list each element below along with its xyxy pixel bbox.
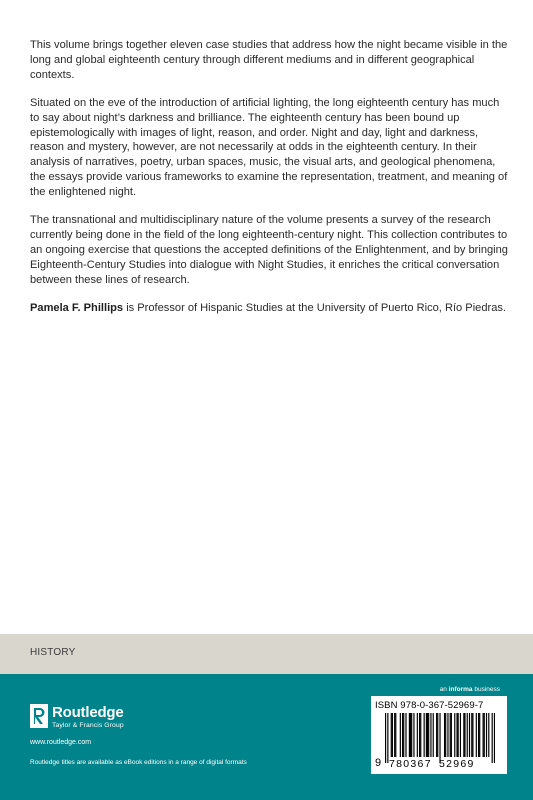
ebook-note: Routledge titles are available as eBook editions in a range of digital formats xyxy=(30,759,247,766)
barcode-digits-right: 52969 xyxy=(439,758,475,770)
publisher-subtitle: Taylor & Francis Group xyxy=(52,722,124,729)
isbn-number: ISBN 978-0-367-52969-7 xyxy=(375,700,484,711)
description-paragraph-1: This volume brings together eleven case studies that address how the night became visible in the long and global eighteenth century through different mediums and in different geographical contexts. xyxy=(30,39,508,81)
author-name: Pamela F. Phillips xyxy=(30,301,124,314)
barcode-digits-left: 780367 xyxy=(389,758,432,770)
subject-label: HISTORY xyxy=(30,647,76,658)
subject-band xyxy=(0,634,533,674)
informa-prefix: an xyxy=(439,686,449,693)
routledge-logo-icon xyxy=(30,704,48,728)
barcode-bars xyxy=(385,713,495,763)
author-bio xyxy=(30,301,508,316)
publisher-url[interactable]: www.routledge.com xyxy=(30,739,92,746)
informa-name: informa xyxy=(448,686,473,693)
publisher-name: Routledge xyxy=(52,704,124,721)
author-bio-text: is Professor of Hispanic Studies at the University of Puerto Rico, Río Piedras. xyxy=(123,301,507,314)
description-paragraph-3: The transnational and multidisciplinary nature of the volume presents a survey of the research currently being done in the field of the long eighteenth-century night. This collection contributes to an ongoing exercise that questions the accepted definitions of the Enlightenment, and by bringing Eighteenth-Century Studies into dialogue with Night Studies, it enriches the critical conversation between these lines of research. xyxy=(30,214,508,286)
informa-suffix: business xyxy=(472,686,500,693)
description-paragraph-2: Situated on the eve of the introduction of artificial lighting, the long eighteenth century has much to say about night’s darkness and brilliance. The eighteenth century has been bound up epistemologically with images of light, reason, and order. Night and day, light and darkness, reason and mystery, however, are not necessarily at odds in the eighteenth century. In their analysis of narratives, poetry, urban spaces, music, the visual arts, and geological phenomena, the essays provide various frameworks to examine the representation, treatment, and meaning of the enlightened night. xyxy=(30,96,508,199)
informa-business-label xyxy=(440,686,500,693)
barcode-lead-digit: 9 xyxy=(375,757,382,769)
isbn-barcode xyxy=(371,696,507,774)
publisher-footer xyxy=(0,674,533,800)
back-cover-text xyxy=(30,38,508,329)
